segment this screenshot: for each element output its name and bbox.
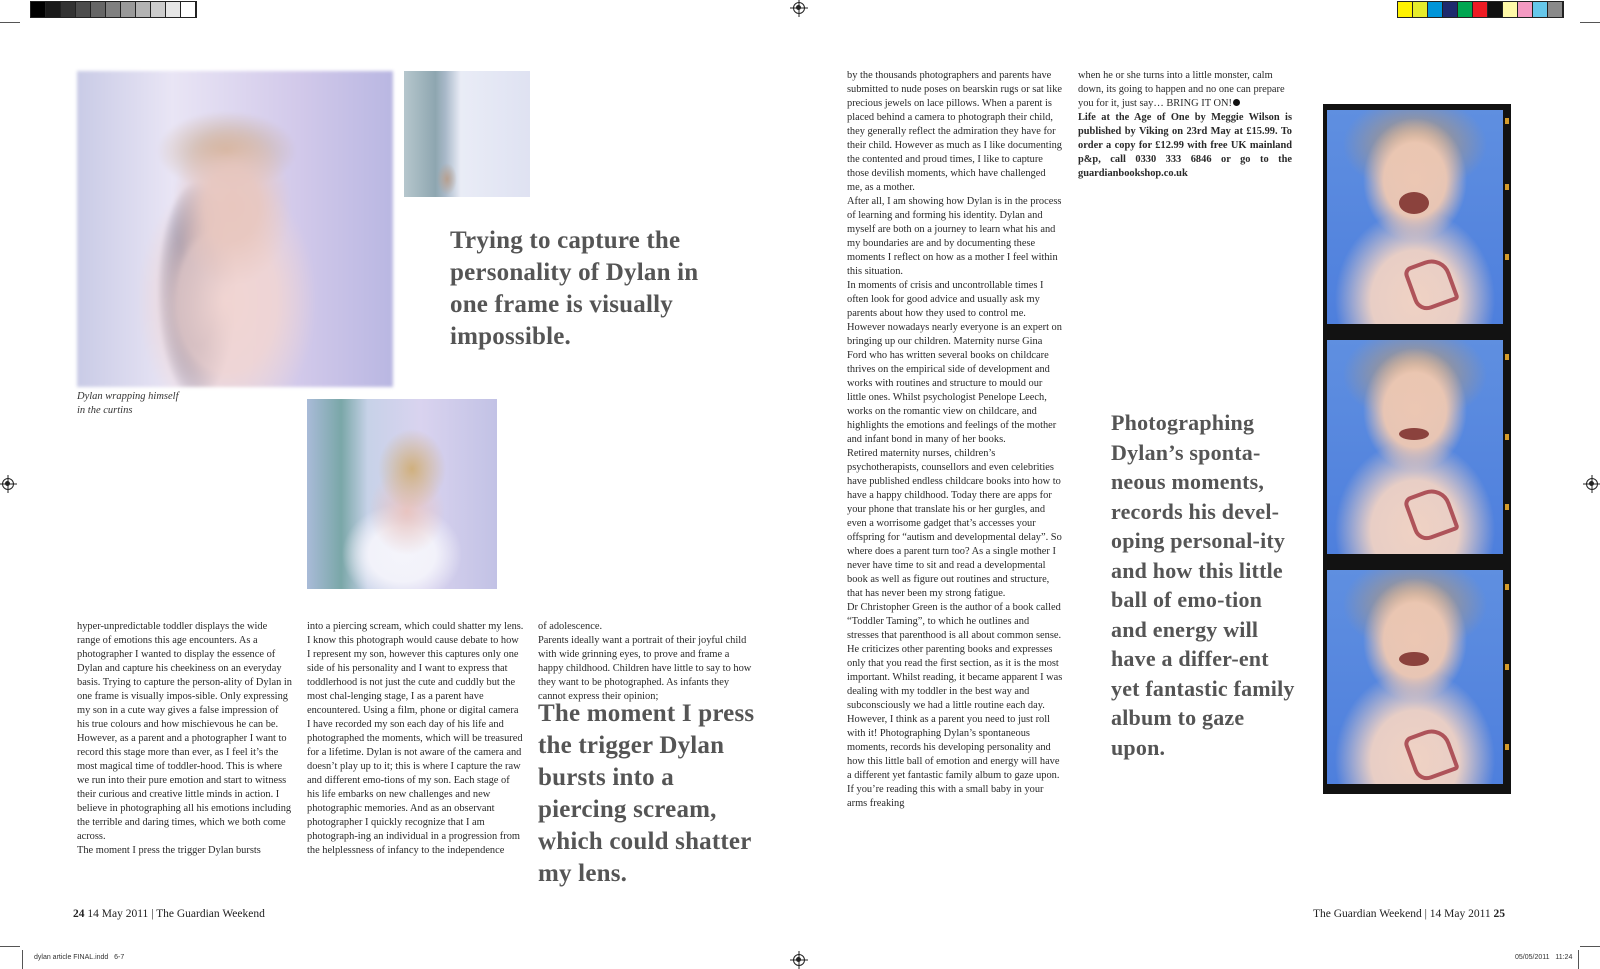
- folio-text: 14 May 2011 | The Guardian Weekend: [87, 908, 265, 920]
- registration-mark-left: [2, 478, 14, 490]
- pull-quote: Photographing Dylan’s sponta-neous moments, records his devel-oping personal-ity and how this little ball of emo-tion and energy will have a differ-ent yet fantastic family album to gaze upon.: [1111, 410, 1295, 760]
- slug-right: 05/05/2011 11:24: [1515, 954, 1573, 961]
- color-swatch: [136, 2, 151, 17]
- film-frame: [1327, 570, 1503, 784]
- crop-mark: [1580, 946, 1600, 947]
- paragraph: Retired maternity nurses, children’s psychotherapists, counsellors and even celebrities have published endless childcare books into how to have a happy childhood. Today there are apps for your phone that translate his or her gurgles, and even a worrisome gadget that’s accesses your offspring for “autism and developmental delay”. So where does a parent turn too? As a single mother I never have time to sit and read a developmental book as well as figure out routines and structure, that has never been my strong fatigue.: [847, 448, 1062, 599]
- paragraph: of adolescence.: [538, 621, 603, 632]
- color-swatch: [76, 2, 91, 17]
- grayscale-color-bar: [30, 1, 197, 18]
- paragraph: into a piercing scream, which could shatter my lens. I know this photograph would cause debate to how I represent my son, however this captures only one side of his personality and I want to express that toddlerhood is not just the cute and cuddly but the most chal-lenging stage, I as a parent have encountered. Using a film, phone or digital camera I have recorded my son each day of his life and photographed the moments, which will be treasured for a lifetime. Dylan is not aware of the camera and doesn’t play up to it; this is where I capture the raw and different emo-tions of my son. Each stage of his life embarks on new challenges and new photographic memories. And as an observant photographer I quickly recognize that I am photograph-ing an individual in a progression from the helplessness of infancy to the independence: [307, 621, 524, 856]
- toddler-in-white-cloth-photo: [307, 399, 497, 589]
- closing-text: when he or she turns into a little monster, calm down, its going to happen and no one can prepare you for it, just say… BRING IT ON!: [1078, 70, 1285, 109]
- color-swatch: [1443, 2, 1458, 17]
- film-frame: [1327, 340, 1503, 554]
- color-swatch: [151, 2, 166, 17]
- blurred-toddler-curtain-photo: [77, 71, 393, 387]
- color-swatch: [61, 2, 76, 17]
- registration-mark-top: [793, 2, 805, 14]
- color-swatch: [1533, 2, 1548, 17]
- photo-caption: Dylan wrapping himself in the curtins: [77, 391, 179, 416]
- color-swatch: [1473, 2, 1488, 17]
- color-swatch: [166, 2, 181, 17]
- article-column: [847, 69, 1063, 811]
- color-swatch: [1428, 2, 1443, 17]
- registration-mark-right: [1586, 478, 1598, 490]
- color-swatch: [1488, 2, 1503, 17]
- color-swatch: [1503, 2, 1518, 17]
- color-swatch: [106, 2, 121, 17]
- color-swatch: [1518, 2, 1533, 17]
- toddler-chocolate-face-film-strip: [1323, 104, 1511, 794]
- paragraph: Parents ideally want a portrait of their joyful child with wide grinning eyes, to prove and frame a happy childhood. Children have little to say to how they want to be photographed. As infants they cannot express their opinion;: [538, 635, 752, 702]
- folio-right: [1313, 908, 1505, 920]
- crop-mark: [22, 950, 23, 969]
- crop-mark: [0, 946, 20, 947]
- folio-left: [73, 908, 265, 920]
- color-swatch: [46, 2, 61, 17]
- article-column: [538, 620, 753, 704]
- paragraph: by the thousands photographers and parents have submitted to nude poses on bearskin rugs or sat like precious jewels on lace pillows. When a parent is placed behind a camera to photograph their child, they generally reflect the admiration they have for their child. However as much as I like documenting the contented and proud times, I like to capture those devilish moments, which have challenged me, as a mother.: [847, 70, 1062, 193]
- article-column: [77, 620, 292, 858]
- paragraph: However, as a parent and a photographer I want to record this stage more than ever, as I feel it’s the most magical time of toddler-hood. This is where we run into their pure emotion and start to witness their curious and creative little minds in action. I believe in photographing all his emotions including the terrible and daring times, which we both come across.: [77, 733, 292, 842]
- page-number: 24: [73, 908, 85, 920]
- paragraph: Dr Christopher Green is the author of a book called “Toddler Taming”, to which he outlines and stresses that parenthood is all about common sense. He criticizes other parenting books and expresses only that you read the first section, as it is the most important. Whilst reading, it became apparent I was dealing with my toddler in the best way and subconsciously we had a little routine each day. However, I think as a parent you need to just roll with it! Photographing Dylan’s spontaneous moments, records his developing personality and how this little ball of emotion and energy will have a different yet fantastic family album to gaze upon. If you’re reading this with a small baby in your arms freaking: [847, 602, 1063, 809]
- color-swatch: [1458, 2, 1473, 17]
- color-swatch: [1398, 2, 1413, 17]
- film-frame: [1327, 110, 1503, 324]
- page-number: 25: [1493, 908, 1506, 920]
- crop-mark: [1580, 22, 1600, 23]
- article-column: [1078, 69, 1292, 181]
- color-swatch: [1548, 2, 1563, 17]
- process-color-bar: [1397, 1, 1564, 18]
- paragraph: After all, I am showing how Dylan is in the process of learning and forming his identity. Dylan and myself are both on a journey to learn what his and my boundaries are and by documenting these moments I reflect on how as a mother I feel within this situation.: [847, 196, 1062, 277]
- slug-left: dylan article FINAL.indd 6-7: [34, 954, 125, 961]
- pull-quote: The moment I press the trigger Dylan bursts into a piercing scream, which could shatter my lens.: [538, 700, 755, 887]
- paragraph: In moments of crisis and uncontrollable times I often look for good advice and usually ask my parents about how they used to control me. However nowadays nearly everyone is an expert on bringing up our children. Maternity nurse Gina Ford who has written several books on childcare thrives on the empirical side of development and works with routines and structure to mould our little ones. Whilst psychologist Penelope Leech, works on the romantic view on childcare, and highlights the emotions and feelings of the mother and infant bond in many of her books.: [847, 280, 1062, 445]
- color-swatch: [1413, 2, 1428, 17]
- registration-mark-bottom: [793, 954, 805, 966]
- color-swatch: [91, 2, 106, 17]
- crop-mark: [0, 22, 20, 23]
- paragraph: [1078, 69, 1292, 111]
- color-swatch: [31, 2, 46, 17]
- book-credit: Life at the Age of One by Meggie Wilson is published by Viking on 23rd May at £15.99. To order a copy for £12.99 with free UK mainland p&p, call 0330 333 6846 or go to the guardianbookshop.co.uk: [1078, 112, 1292, 179]
- paragraph: The moment I press the trigger Dylan bursts: [77, 845, 261, 856]
- crop-mark: [1578, 950, 1579, 969]
- end-mark-icon: [1233, 99, 1240, 106]
- paragraph: hyper-unpredictable toddler displays the wide range of emotions this age encounters. As a photographer I wanted to display the essence of Dylan and capture his cheekiness on an everyday basis. Trying to capture the person-ality of Dylan in one frame is visually impos-sible. Only expressing my son in a cute way gives a false impression of his true colours and how mischievous he can be.: [77, 621, 292, 730]
- folio-text: The Guardian Weekend | 14 May 2011: [1313, 908, 1491, 920]
- color-swatch: [121, 2, 136, 17]
- article-column: [307, 620, 524, 858]
- child-peeking-behind-curtain-photo: [404, 71, 530, 197]
- color-swatch: [181, 2, 196, 17]
- pull-quote: Trying to capture the personality of Dylan in one frame is visually impossible.: [450, 227, 699, 350]
